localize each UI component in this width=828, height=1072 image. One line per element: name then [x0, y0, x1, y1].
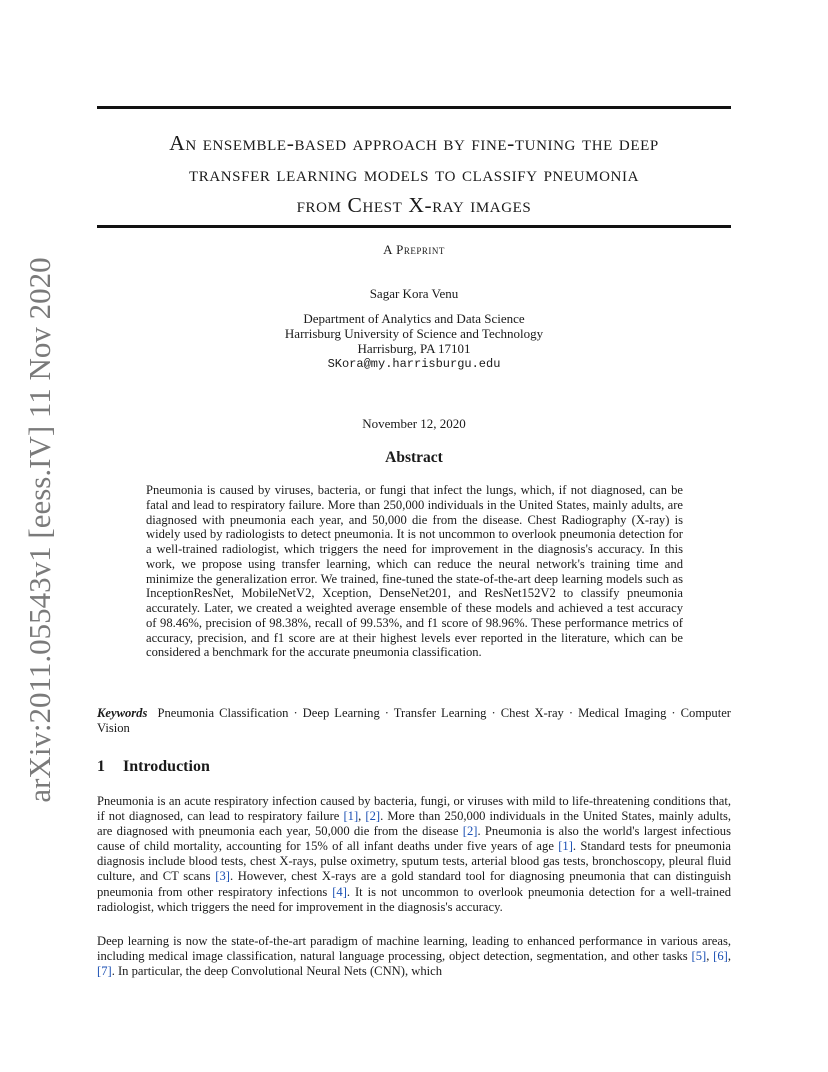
- citation-link[interactable]: [3]: [215, 869, 230, 884]
- title-line-2: transfer learning models to classify pneumonia: [188, 162, 640, 186]
- author-email[interactable]: SKora@my.harrisburgu.edu: [327, 356, 501, 371]
- affiliation-department: Department of Analytics and Data Science: [303, 311, 525, 326]
- intro-paragraph-1: [97, 794, 731, 915]
- paper-title: [97, 128, 731, 221]
- citation-link[interactable]: [2]: [462, 824, 478, 839]
- title-bottom-rule: [97, 225, 731, 228]
- author-affiliation: [97, 311, 731, 372]
- keywords-block: [97, 706, 731, 736]
- citation-link[interactable]: [4]: [332, 884, 347, 899]
- paragraph-text: . Standard tests for pneumonia diagnosis include blood tests, chest X-rays, pulse oximetry, sputum tests, arterial blood gas tests, bronchoscopy, pleural fluid culture, and CT scans: [97, 839, 731, 884]
- citation-link[interactable]: [7]: [97, 964, 112, 979]
- affiliation-address: Harrisburg, PA 17101: [357, 341, 471, 357]
- citation-link[interactable]: [1]: [343, 809, 359, 824]
- paragraph-text: . Pneumonia is also the world's largest infectious cause of child mortality, accounting for 15% of all infant deaths under five years of age: [97, 824, 731, 854]
- preprint-label: A Preprint: [383, 242, 445, 257]
- paragraph-text: . It is not uncommon to overlook pneumonia detection for a well-trained radiologist, which triggers the need for improvement in the diagnosis's accuracy.: [97, 884, 731, 914]
- affiliation-university: Harrisburg University of Science and Technology: [284, 326, 544, 342]
- section-number: 1: [97, 758, 105, 775]
- paragraph-text: Pneumonia is an acute respiratory infection caused by bacteria, fungi, or viruses with mild to life-threatening conditions that, if not diagnosed, can lead to respiratory failure: [97, 794, 731, 824]
- arxiv-identifier: arXiv:2011.05543v1 [eess.IV] 11 Nov 2020: [22, 257, 57, 803]
- paragraph-text: . In particular, the deep Convolutional Neural Nets (CNN), which: [111, 964, 443, 979]
- paragraph-text: . However, chest X-rays are a gold standard tool for diagnosing pneumonia that can distinguish pneumonia from other respiratory infections: [97, 869, 731, 899]
- paragraph-text: . More than 250,000 individuals in the United States, mainly adults, are diagnosed with pneumonia each year, 50,000 die from the disease: [97, 809, 731, 839]
- keywords-label: Keywords: [97, 706, 148, 720]
- section-heading-introduction: [97, 758, 210, 776]
- publication-date: November 12, 2020: [362, 416, 466, 431]
- author-name: Sagar Kora Venu: [369, 286, 459, 301]
- citation-link[interactable]: [6]: [713, 949, 728, 964]
- citation-link[interactable]: [5]: [691, 949, 707, 964]
- paragraph-text: ,: [706, 949, 714, 964]
- paragraph-text: ,: [358, 809, 366, 824]
- title-line-3: from Chest X-ray images: [296, 193, 532, 217]
- abstract-heading: Abstract: [385, 449, 443, 466]
- paragraph-text: ,: [727, 949, 731, 964]
- section-title: Introduction: [123, 758, 210, 775]
- abstract-text: Pneumonia is caused by viruses, bacteria, or fungi that infect the lungs, which, if not diagnosed, can be fatal and lead to respiratory failure. More than 250,000 individuals in the United States, mainly adults, are diagnosed with pneumonia each year, and 50,000 die from the disease. Chest Radiography (X-ray) is widely used by radiologists to detect pneumonia. It is not uncommon to overlook pneumonia detection for a well-trained radiologist, which triggers the need for improvement in the diagnosis's accuracy. In this work, we propose using transfer learning, which can reduce the neural network's training time and minimize the generalization error. We trained, fine-tuned the state-of-the-art deep learning models such as InceptionResNet, MobileNetV2, Xception, DenseNet201, and ResNet152V2 to classify pneumonia accurately. Later, we created a weighted average ensemble of these models and achieved a test accuracy of 98.46%, precision of 98.38%, recall of 99.53%, and f1 score of 98.96%. These performance metrics of accuracy, precision, and f1 score are at their highest levels ever reported in the literature, which can be considered a benchmark for the accurate pneumonia classification.: [146, 483, 683, 660]
- title-top-rule: [97, 106, 731, 109]
- citation-link[interactable]: [1]: [558, 839, 573, 854]
- paragraph-text: Deep learning is now the state-of-the-art paradigm of machine learning, leading to enhanced performance in various areas, including medical image classification, natural language processing, object detection, segmentation, and other tasks: [97, 934, 731, 964]
- keywords-list: Pneumonia Classification · Deep Learning · Transfer Learning · Chest X-ray · Medical Imaging · Computer Vision: [97, 706, 732, 735]
- title-line-1: An ensemble-based approach by fine-tuning the deep: [169, 131, 659, 155]
- intro-paragraph-2: [97, 934, 731, 979]
- citation-link[interactable]: [2]: [365, 809, 381, 824]
